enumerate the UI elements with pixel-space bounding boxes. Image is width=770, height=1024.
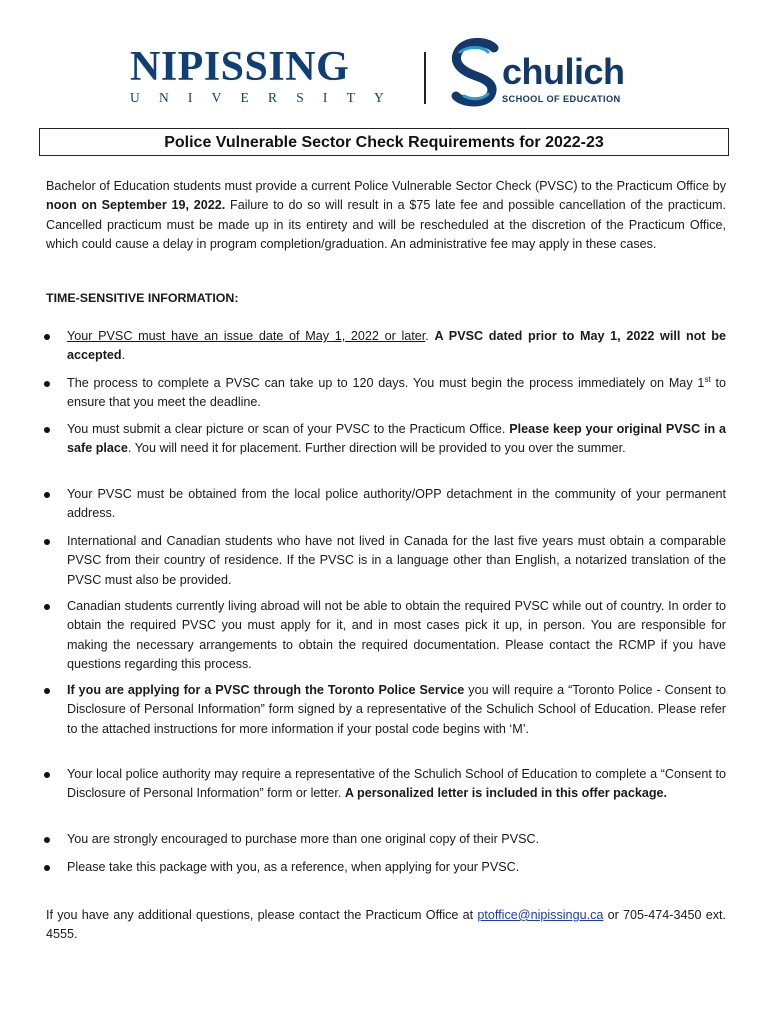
contact-text-2: or 705-474-3450 ext. 4555. xyxy=(46,908,726,942)
b1-bold: A PVSC dated prior to May 1, 2022 will not be accepted xyxy=(67,329,726,363)
header-logos xyxy=(0,38,770,110)
b1-end: . xyxy=(121,348,126,363)
list-item xyxy=(44,485,726,524)
b9-text: You are strongly encouraged to purchase more than one original copy of their PVSC. xyxy=(67,832,540,846)
list-item xyxy=(44,532,726,590)
intro-paragraph xyxy=(46,177,726,255)
list-item xyxy=(44,374,726,413)
nipissing-name: NIPISSING xyxy=(130,44,350,90)
logo-divider xyxy=(424,52,426,104)
b7-bold: If you are applying for a PVSC through the Toronto Police Service xyxy=(67,683,465,697)
page-title: Police Vulnerable Sector Check Requirements for 2022-23 xyxy=(39,128,729,156)
b3-text-b: . You will need it for placement. Further direction will be provided to you over the summer. xyxy=(127,441,626,456)
list-item xyxy=(44,858,726,877)
b2-sup: st xyxy=(704,374,711,384)
b3-bold: Please keep your original PVSC in a safe place xyxy=(67,422,726,456)
b2-text-b: to ensure that you meet the deadline. xyxy=(67,376,726,410)
b4-text: Your PVSC must be obtained from the local police authority/OPP detachment in the community of your permanent address. xyxy=(67,487,726,521)
contact-text-1: If you have any additional questions, please contact the Practicum Office at xyxy=(46,908,478,922)
b1-underlined: Your PVSC must have an issue date of May 1, 2022 or later xyxy=(67,329,426,343)
email-link[interactable]: ptoffice@nipissingu.ca xyxy=(477,908,604,922)
bullet-icon xyxy=(44,492,50,498)
list-item xyxy=(44,681,726,739)
bullet-icon xyxy=(44,604,50,610)
intro-deadline: noon on September 19, 2022. xyxy=(46,198,226,213)
bullet-icon xyxy=(44,381,50,387)
intro-text-2: Failure to do so will result in a $75 late fee and possible cancellation of the practicum. Cancelled practicum must be made up in its entirety and will be rescheduled at the discretion of the Practicum Office, which could cause a delay in program completion/graduation. An administrative fee may apply in these cases. xyxy=(46,198,727,252)
list-item xyxy=(44,830,726,849)
list-item xyxy=(44,597,726,675)
time-sensitive-heading: TIME-SENSITIVE INFORMATION: xyxy=(46,291,239,305)
b5-text: International and Canadian students who have not lived in Canada for the last five years must obtain a comparable PVSC from their country of residence. If the PVSC is in a language other than English, a notarized translation of the PVSC must also be provided. xyxy=(67,534,726,587)
list-item xyxy=(44,420,726,459)
b10-text: Please take this package with you, as a reference, when applying for your PVSC. xyxy=(67,860,520,874)
schulich-name: chulich xyxy=(502,51,625,92)
bullet-icon xyxy=(44,772,50,778)
b8-text: Your local police authority may require a representative of the Schulich School of Education to complete a “Consent to Disclosure of Personal Information” form or letter. xyxy=(67,767,726,801)
intro-text-1: Bachelor of Education students must provide a current Police Vulnerable Sector Check (PVSC) to the Practicum Office by xyxy=(46,179,726,193)
nipissing-logo xyxy=(130,44,403,106)
b1-punct: . xyxy=(425,329,435,343)
list-item xyxy=(44,765,726,804)
b7-text: you will require a “Toronto Police - Consent to Disclosure of Personal Information” form signed by a representative of the Schulich School of Education. Please refer to the attached instructions for more information if your postal code begins with ‘M’. xyxy=(67,683,726,736)
bullet-icon xyxy=(44,865,50,871)
schulich-subtitle: SCHOOL OF EDUCATION xyxy=(502,94,621,104)
nipissing-subtitle: UNIVERSITY xyxy=(130,90,403,105)
schulich-s-icon xyxy=(450,38,510,110)
bullet-icon xyxy=(44,837,50,843)
schulich-logo xyxy=(450,38,650,110)
list-item xyxy=(44,327,726,366)
bullet-icon xyxy=(44,688,50,694)
bullet-icon xyxy=(44,427,50,433)
bullet-icon xyxy=(44,539,50,545)
b6-text: Canadian students currently living abroad will not be able to obtain the required PVSC while out of country. In order to obtain the required PVSC you must apply for it, and in most cases pick it up, in person. You are responsible for making the necessary arrangements to obtain the required documentation. Please contact the RCMP if you have questions regarding this process. xyxy=(67,599,726,672)
b2-text-a: The process to complete a PVSC can take up to 120 days. You must begin the process immediately on May 1 xyxy=(67,376,705,390)
b3-text-a: You must submit a clear picture or scan of your PVSC to the Practicum Office. xyxy=(67,422,510,436)
contact-paragraph xyxy=(46,906,726,945)
bullet-icon xyxy=(44,334,50,340)
b8-bold: A personalized letter is included in this offer package. xyxy=(344,786,668,801)
